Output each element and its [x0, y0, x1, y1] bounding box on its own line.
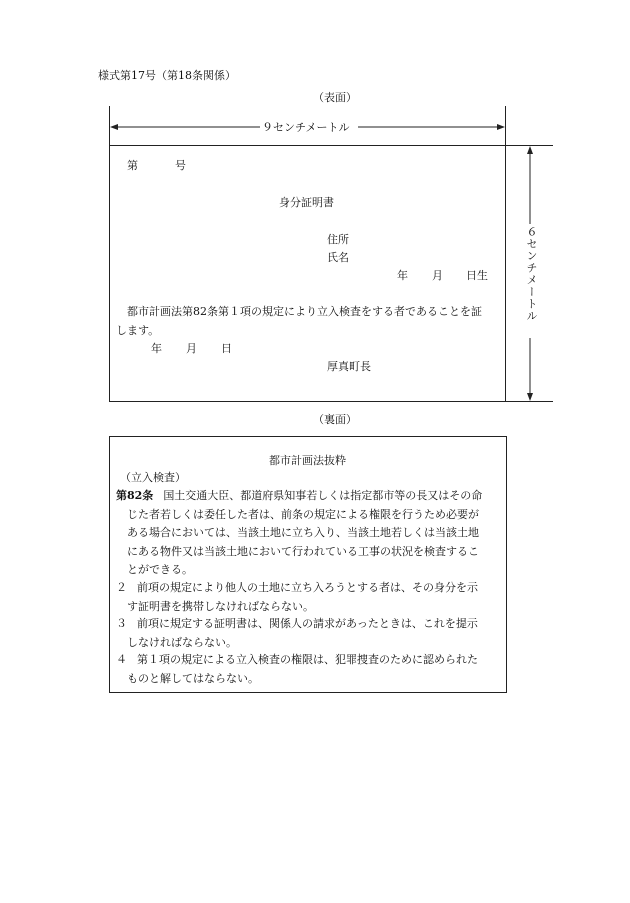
article-label: 第82条: [116, 489, 154, 502]
back-label: （裏面）: [313, 413, 357, 426]
statement-line: 都市計画法第82条第１項の規定により立入検査をする者であることを証: [127, 305, 482, 318]
section-heading: （立入検査）: [120, 471, 186, 484]
front-card: [109, 145, 506, 402]
paragraph-number: ２: [116, 581, 127, 594]
front-label: （表面）: [313, 91, 357, 104]
statement-line: します。: [116, 323, 160, 337]
paragraph-number: ３: [116, 617, 127, 630]
article-line: とができる。: [127, 563, 193, 576]
article-line: にある物件又は当該土地において行われている工事の状況を検査するこ: [127, 544, 479, 558]
paragraph-line: ものと解してはならない。: [127, 671, 259, 685]
paragraph-line: 前項の規定により他人の土地に立ち入ろうとする者は、その身分を示: [137, 581, 478, 594]
article-line: じた者若しくは委任した者は、前条の規定による権限を行うため必要が: [127, 507, 479, 521]
paragraph-line: す証明書を携帯しなければならない。: [127, 599, 314, 613]
statement: [116, 303, 482, 340]
article-line: 国土交通大臣、都道府県知事若しくは指定都市等の長又はその命: [163, 489, 483, 502]
name-label: 氏名: [327, 251, 349, 264]
issue-day: 日: [221, 342, 232, 355]
paragraph-3: [116, 615, 478, 652]
width-label: ９センチメートル: [262, 121, 350, 134]
width-extension-right: [505, 106, 506, 146]
certificate-number-prefix: 第: [127, 159, 138, 172]
certificate-number-suffix: 号: [175, 159, 186, 172]
article-82: [116, 487, 482, 580]
height-label: ６センチメートル: [525, 226, 538, 322]
birth-month: 月: [432, 269, 443, 282]
form-label: 様式第17号（第18条関係）: [98, 69, 236, 82]
article-line: ある場合においては、当該土地に立ち入り、当該土地若しくは当該土地: [127, 526, 479, 539]
issuer: 厚真町長: [327, 360, 371, 373]
birth-day: 日生: [466, 269, 488, 282]
paragraph-line: 前項に規定する証明書は、関係人の請求があったときは、これを提示: [137, 617, 478, 630]
paragraph-line: 第１項の規定による立入検査の権限は、犯罪捜査のために認められた: [137, 653, 478, 666]
paragraph-line: しなければならない。: [127, 635, 237, 649]
back-title: 都市計画法抜粋: [269, 454, 346, 467]
birth-year: 年: [397, 269, 408, 282]
paragraph-4: [116, 651, 478, 688]
address-label: 住所: [327, 233, 349, 246]
issue-year: 年: [151, 342, 162, 355]
certificate-title: 身分証明書: [279, 196, 334, 209]
paragraph-number: ４: [116, 653, 127, 666]
issue-month: 月: [186, 342, 197, 355]
height-extension-bottom: [505, 401, 553, 402]
paragraph-2: [116, 579, 478, 616]
